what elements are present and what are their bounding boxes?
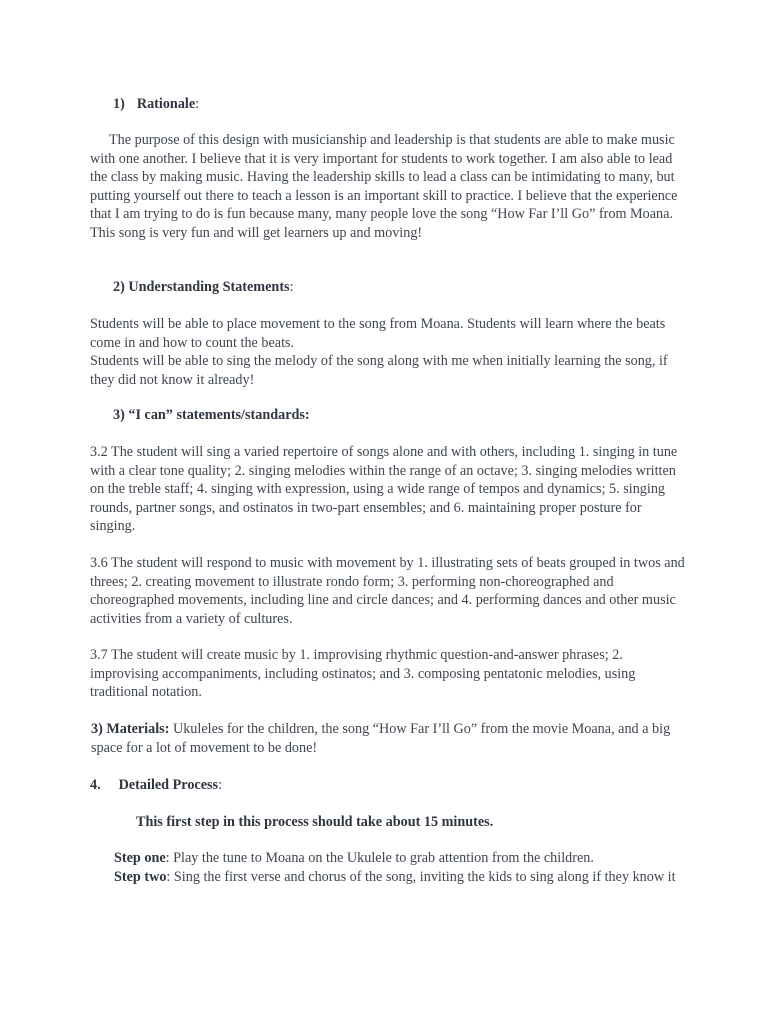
step-one-label: Step one	[114, 850, 166, 866]
rationale-paragraph: The purpose of this design with musicianship and leadership is that students are able to make music with one another. I believe that it is very important for students to work together. I am also able to lead the class by making music. Having the leadership skills to lead a class can be intimidating to many, but putting yourself out there to teach a lesson is an important skill to practice. I believe that the experience that I am trying to do is fun because many, many people love the song “How Far I’ll Go” from Moana. This song is very fun and will get learners up and moving!	[90, 132, 678, 241]
standards-heading	[113, 406, 709, 425]
rationale-heading	[113, 95, 709, 114]
understanding-statement-2: Students will be able to sing the melody of the song along with me when initially learning the song, if they did not know it already!	[90, 353, 668, 388]
rationale-heading-number: 1)	[113, 96, 125, 112]
step-one	[114, 849, 686, 868]
materials-section	[91, 720, 687, 757]
standard-3-2	[90, 443, 686, 536]
rationale-heading-label: Rationale	[136, 96, 196, 112]
standards-heading-label: 3) “I can” statements/standards:	[113, 407, 310, 423]
process-heading	[90, 776, 686, 795]
process-steps	[114, 849, 686, 886]
understanding-body	[90, 315, 686, 389]
step-two-text: : Sing the first verse and chorus of the song, inviting the kids to sing along if they know it	[166, 868, 676, 885]
step-two	[114, 868, 686, 887]
understanding-heading-label: 2) Understanding Statements	[113, 279, 290, 295]
rationale-body	[90, 131, 686, 243]
standard-3-6	[90, 554, 686, 628]
materials-label: 3) Materials:	[91, 721, 170, 737]
step-one-text: : Play the tune to Moana on the Ukulele to grab attention from the children.	[165, 850, 594, 866]
rationale-heading-colon: :	[195, 96, 200, 112]
understanding-statement-1: Students will be able to place movement to the song from Moana. Students will learn where the beats come in and how to count the beats.	[90, 316, 666, 351]
materials-paragraph	[91, 720, 687, 757]
materials-text: Ukuleles for the children, the song “How Far I’ll Go” from the movie Moana, and a big space for a lot of movement to be done!	[91, 721, 671, 756]
understanding-heading	[113, 278, 709, 297]
standard-3-7	[90, 646, 686, 702]
process-heading-number: 4.	[90, 777, 101, 793]
standard-3-7-text: 3.7 The student will create music by 1. improvising rhythmic question-and-answer phrases; 2. improvising accompaniments, including ostinatos; and 3. composing pentatonic melodies, using traditional notation.	[90, 647, 636, 701]
standard-3-2-text: 3.2 The student will sing a varied repertoire of songs alone and with others, including 1. singing in tune with a clear tone quality; 2. singing melodies within the range of an octave; 3. singing melodies written on the treble staff; 4. singing with expression, using a wide range of tempos and dynamics; 5. singing rounds, partner songs, and ostinatos in two-part ensembles; and 6. maintaining proper posture for singing.	[90, 444, 678, 535]
standard-3-6-text: 3.6 The student will respond to music with movement by 1. illustrating sets of beats grouped in twos and threes; 2. creating movement to illustrate rondo form; 3. performing non-choreographed and choreographed movements, including line and circle dances; and 4. performing dances and other music activities from a variety of cultures.	[90, 555, 685, 627]
process-heading-label: Detailed Process	[118, 777, 219, 793]
process-time-note	[136, 813, 696, 832]
process-time-note-text: This first step in this process should take about 15 minutes.	[136, 814, 494, 830]
process-heading-colon: :	[218, 777, 223, 793]
understanding-heading-colon: :	[289, 279, 294, 295]
step-two-label: Step two	[114, 868, 167, 885]
